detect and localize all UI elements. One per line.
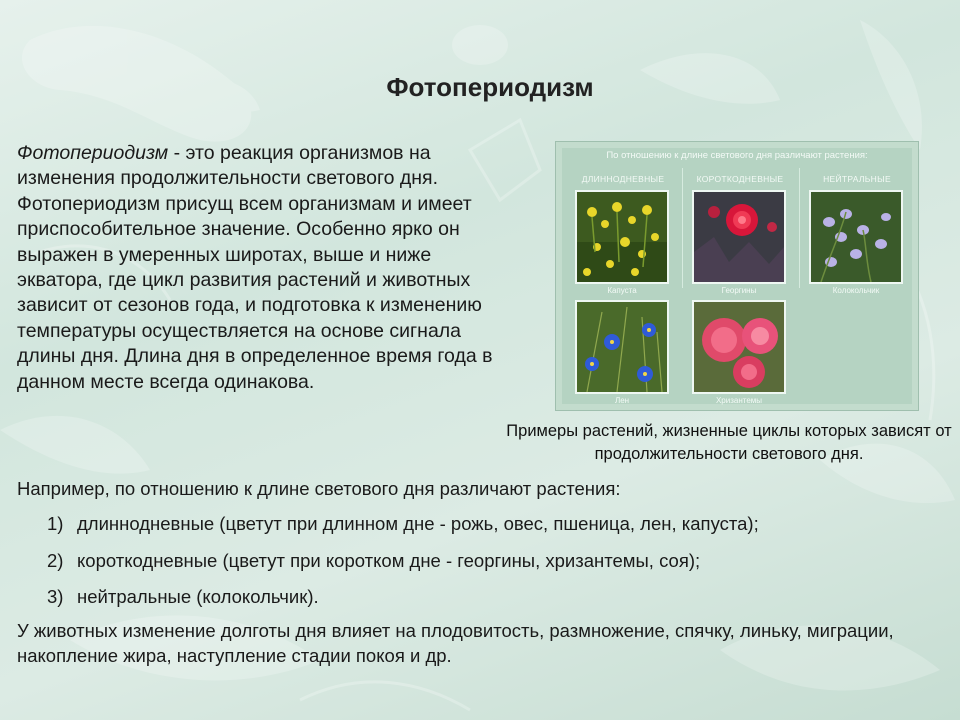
list-number: 1): [47, 513, 64, 534]
list-item: [47, 513, 759, 550]
intro-text: - это реакция организмов на изменения продолжительности светового дня. Фотопериодизм присущ всем организмам и имеет приспособительное значение. Особенно ярко он выражен в умеренных широтах, выше и ниже экватора, где цикл развития растений и животных зависит от сезонов года, и подготовка к изменению температуры осуществляется на основе сигнала длины дня. Длина дня в определенное время года в данном месте всегда одинакова.: [17, 142, 493, 393]
plant-examples-figure: [555, 141, 919, 411]
flax-label: Лен: [614, 396, 630, 405]
flax-photo: [575, 300, 669, 394]
bellflower-label: Колокольчик: [832, 286, 880, 295]
column-long-day: ДЛИННОДНЕВНЫЕ: [581, 174, 665, 184]
list-number: 2): [47, 549, 64, 571]
closing-paragraph: У животных изменение долготы дня влияет на плодовитость, размножение, спячку, линьку, миграции, накопление жира, наступление стадии покоя и др.: [17, 620, 894, 666]
chrysanthemum-label: Хризантемы: [715, 396, 763, 405]
intro-term: Фотопериодизм: [17, 142, 169, 164]
figure-inner: [562, 148, 912, 404]
list-text: короткодневные (цветут при коротком дне - георгины, хризантемы, соя);: [77, 549, 701, 571]
bellflower-photo: [809, 190, 903, 284]
cabbage-label: Капуста: [607, 286, 637, 295]
intro-paragraph: [17, 141, 497, 395]
figure-caption: Примеры растений, жизненные циклы которых зависят от продолжительности светового дня.: [506, 422, 952, 463]
slide-title: Фотопериодизм: [386, 72, 594, 102]
plant-types-list: [47, 513, 759, 623]
lead-sentence: Например, по отношению к длине светового дня различают растения:: [17, 478, 621, 499]
dahlia-label: Георгины: [721, 286, 757, 295]
list-text: длиннодневные (цветут при длинном дне - рожь, овес, пшеница, лен, капуста);: [77, 513, 759, 534]
list-item: [47, 550, 759, 587]
column-neutral: НЕЙТРАЛЬНЫЕ: [823, 174, 891, 184]
cabbage-photo: [575, 190, 669, 284]
dahlia-photo: [692, 190, 786, 284]
chrysanthemum-photo: [692, 300, 786, 394]
figure-header: По отношению к длине светового дня различают растения:: [606, 150, 868, 161]
list-number: 3): [47, 586, 64, 607]
list-text: нейтральные (колокольчик).: [77, 586, 319, 607]
column-divider: [799, 168, 800, 288]
column-short-day: КОРОТКОДНЕВНЫЕ: [696, 174, 784, 184]
column-divider: [682, 168, 683, 288]
